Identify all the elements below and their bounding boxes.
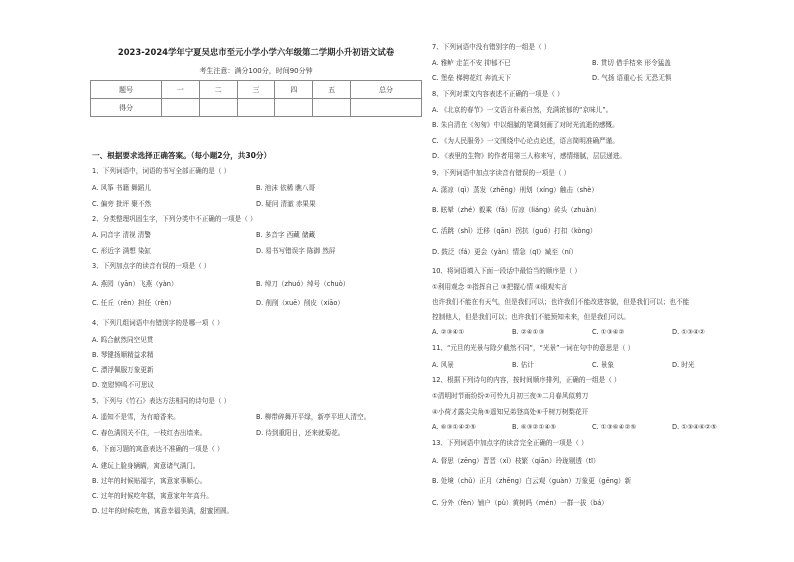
option-12d: D. ①③④⑥②⑤ <box>672 423 717 431</box>
option-5c: C. 春色满园关不住，一枝红杏出墙来。 <box>92 429 207 437</box>
option-9a: A. 潇凉（qì）蒸发（zhēng）刑划（xíng）触击（shè） <box>432 186 598 194</box>
question-3: 3、下列加点字的读音有误的一项是（ ） <box>92 262 211 270</box>
option-2c: C. 形近字 满想 染缸 <box>92 247 152 255</box>
question-2: 2、分类整理巩固生字，下列分类中不正确的一项是（ ） <box>92 215 257 223</box>
question-13: 13、下列词语中加点字的读音完全正确的一项是（ ） <box>432 439 588 447</box>
score-table-empty-cell <box>237 99 275 117</box>
exam-notice: 考生注意：满分100分，时间90分钟 <box>199 67 313 75</box>
score-table-cell: 四 <box>275 81 313 99</box>
option-13b: B. 处境（chǔ）正月（zhēng）白云观（guàn）万象更（gēng）新 <box>432 477 632 485</box>
option-5b: B. 柳带碎舞开平绿，新亭平坦人清空。 <box>256 413 371 421</box>
section-heading: 一、根据要求选择正确答案。（每小题2分，共30分） <box>92 151 272 160</box>
option-1b: B. 池沫 依稀 瞧八哥 <box>256 184 316 192</box>
option-10a: A. ②③④① <box>432 328 465 336</box>
option-8d: D. 《表里的生物》的作者用第三人称来写，感情细腻，层层递进。 <box>432 152 626 160</box>
score-table-row-label: 得分 <box>91 99 162 117</box>
question-10-items: ①利用观念 ②指挥自己 ③把握心情 ④眼观实言 <box>432 283 568 291</box>
option-11c: C. 景象 <box>592 361 614 369</box>
option-8a: A. 《北京的春节》一文语言朴素自然，充满浓郁的“京味儿”。 <box>432 106 613 114</box>
exam-title: 2023-2024学年宁夏吴忠市至元小学小学六年级第二学期小升初语文试卷 <box>117 47 395 57</box>
score-table-cell: 总分 <box>351 81 422 99</box>
question-12-line: ①清明时节雨纷纷②可怜九月初三夜③二月春风似剪刀 <box>432 392 589 400</box>
score-table-empty-cell <box>275 99 313 117</box>
option-3b: B. 绰刀（zhuó）绰号（chuò） <box>256 280 350 288</box>
option-6d: D. 过年的时候吃鱼，寓意幸福美满，甜蜜团圆。 <box>92 507 234 515</box>
score-table-empty-cell <box>199 99 237 117</box>
option-4c: C. 漂浮佩服万象更新 <box>92 366 154 374</box>
question-12-line: ④小荷才露尖尖角⑤遥知兄弟登高处⑥千树万树梨花开 <box>432 408 589 416</box>
option-1c: C. 偏旁 批评 聚不然 <box>92 200 152 208</box>
option-4d: D. 宽慰钟鸣不可思议 <box>92 381 155 389</box>
option-6c: C. 过年的时候吃年糕，寓意家年年高升。 <box>92 492 213 500</box>
option-3c: C. 任丘（rén）担任（rèn） <box>92 299 176 307</box>
option-9c: C. 活跳（shǐ）迁移（qān）拐抗（guó）打扣（kòng） <box>432 227 597 235</box>
score-table-empty-cell <box>351 99 422 117</box>
question-1: 1、下列词语中，词语的书写全部正确的是（ ） <box>92 167 231 175</box>
score-table-cell: 三 <box>237 81 275 99</box>
option-9d: D. 鼓泛（fá）更会（yàn）情急（qī）臧至（ní） <box>432 248 578 256</box>
option-10d: D. ①③④② <box>672 328 705 336</box>
score-table-cell: 五 <box>313 81 351 99</box>
option-1d: D. 疑问 清澈 赤果果 <box>256 200 316 208</box>
option-12c: C. ①③⑥④②⑤ <box>592 423 637 431</box>
score-table <box>90 80 422 117</box>
option-11a: A. 风景 <box>432 361 454 369</box>
question-10-paragraph: 也许我们不能在有天气，但是我们可以；也许我们不能改进容貌，但是我们可以；也不能 <box>432 298 690 306</box>
score-table-cell: 题号 <box>91 81 162 99</box>
score-table-cell: 二 <box>199 81 237 99</box>
option-2a: A. 同音字 清视 清警 <box>92 231 151 239</box>
option-7a: A. 雅鲈 走芷不安 抑郁不已 <box>432 59 511 67</box>
option-6b: B. 过年的时候贴福字，寓意家事顺心。 <box>92 477 207 485</box>
option-7c: C. 堡垒 梯骋花红 奔流天下 <box>432 74 511 82</box>
option-1a: A. 风筝 书籍 舞蹈儿 <box>92 184 151 192</box>
option-13c: C. 分外（fèn）铺户（pù）黄树吗（mén）一群一拔（bá） <box>432 499 608 507</box>
option-7d: D. 气扬 语重心长 无恐无惧 <box>592 74 672 82</box>
question-10-paragraph: 控制他人，但是我们可以；也许我们不能预知未来，但是我们可以。 <box>432 313 630 321</box>
score-table-empty-cell <box>161 99 199 117</box>
question-8: 8、下列对课文内容表述不正确的一项是（ ） <box>432 90 564 98</box>
option-12b: B. ⑥③②①④⑤ <box>512 423 557 431</box>
option-11b: B. 估计 <box>512 361 534 369</box>
option-4b: B. 琴键扬顺精益求精 <box>92 351 154 359</box>
score-table-header-row <box>91 81 422 99</box>
question-4: 4、下列几组词语中有错别字的是哪一项（ ） <box>92 319 224 327</box>
question-10: 10、将词语填入下面一段话中最恰当的顺序是（ ） <box>432 267 581 275</box>
question-11: 11、“元旦的光景与除夕截然不同”，“光景”一词在句中的意思是（ ） <box>432 344 635 352</box>
option-2d: D. 易书写错误字 陈御 然屏 <box>256 247 336 255</box>
question-7: 7、下列词语中没有错别字的一组是（ ） <box>432 43 551 51</box>
option-8b: B. 朱自清在《匆匆》中以细腻的笔调刻画了对时光流逝的感慨。 <box>432 121 619 129</box>
score-table-empty-cell <box>313 99 351 117</box>
question-9: 9、下列词语中加点字读音有错误的一项是（ ） <box>432 169 571 177</box>
option-5a: A. 遥知不是雪，为有暗香来。 <box>92 413 180 421</box>
option-2b: B. 多音字 西藏 储藏 <box>256 231 316 239</box>
option-10b: B. ②④①③ <box>512 328 545 336</box>
option-4a: A. 呜合献然同空见贯 <box>92 336 154 344</box>
question-12: 12、根据下列诗句的内容，按时间顺序排列，正确的一组是（ ） <box>432 376 621 384</box>
option-12a: A. ⑥③①④②⑤ <box>432 423 477 431</box>
option-10c: C. ①③④② <box>592 328 625 336</box>
question-6: 6、下面习题的寓意表达不准确的一项是（ ） <box>92 445 224 453</box>
score-table-score-row <box>91 99 422 117</box>
option-3a: A. 燕园（yān）飞燕（yàn） <box>92 280 178 288</box>
option-8c: C. 《为人民服务》一文围绕中心论点论述，语言简明准确严谨。 <box>432 137 619 145</box>
option-13a: A. 督思（zēng）晋晋（xǐ）枝繁（qiān）玲珑剔透（tī） <box>432 457 600 465</box>
option-11d: D. 时光 <box>672 361 695 369</box>
option-9b: B. 眩晕（zhé）毅乘（fǎ）厉凉（liáng）砖头（zhuàn） <box>432 206 601 214</box>
question-5: 5、下列与《竹石》表达方法相同的诗句是（ ） <box>92 397 231 405</box>
option-7b: B. 贯切 借手桔来 形令猛盖 <box>592 59 671 67</box>
option-5d: D. 待到重阳日，还来就菊花。 <box>256 429 345 437</box>
option-6a: A. 建玩上脸身辆瞒，寓意诸气满门。 <box>92 462 200 470</box>
option-3d: D. 削削（xuē）削皮（xiāo） <box>256 299 344 307</box>
score-table-cell: 一 <box>161 81 199 99</box>
